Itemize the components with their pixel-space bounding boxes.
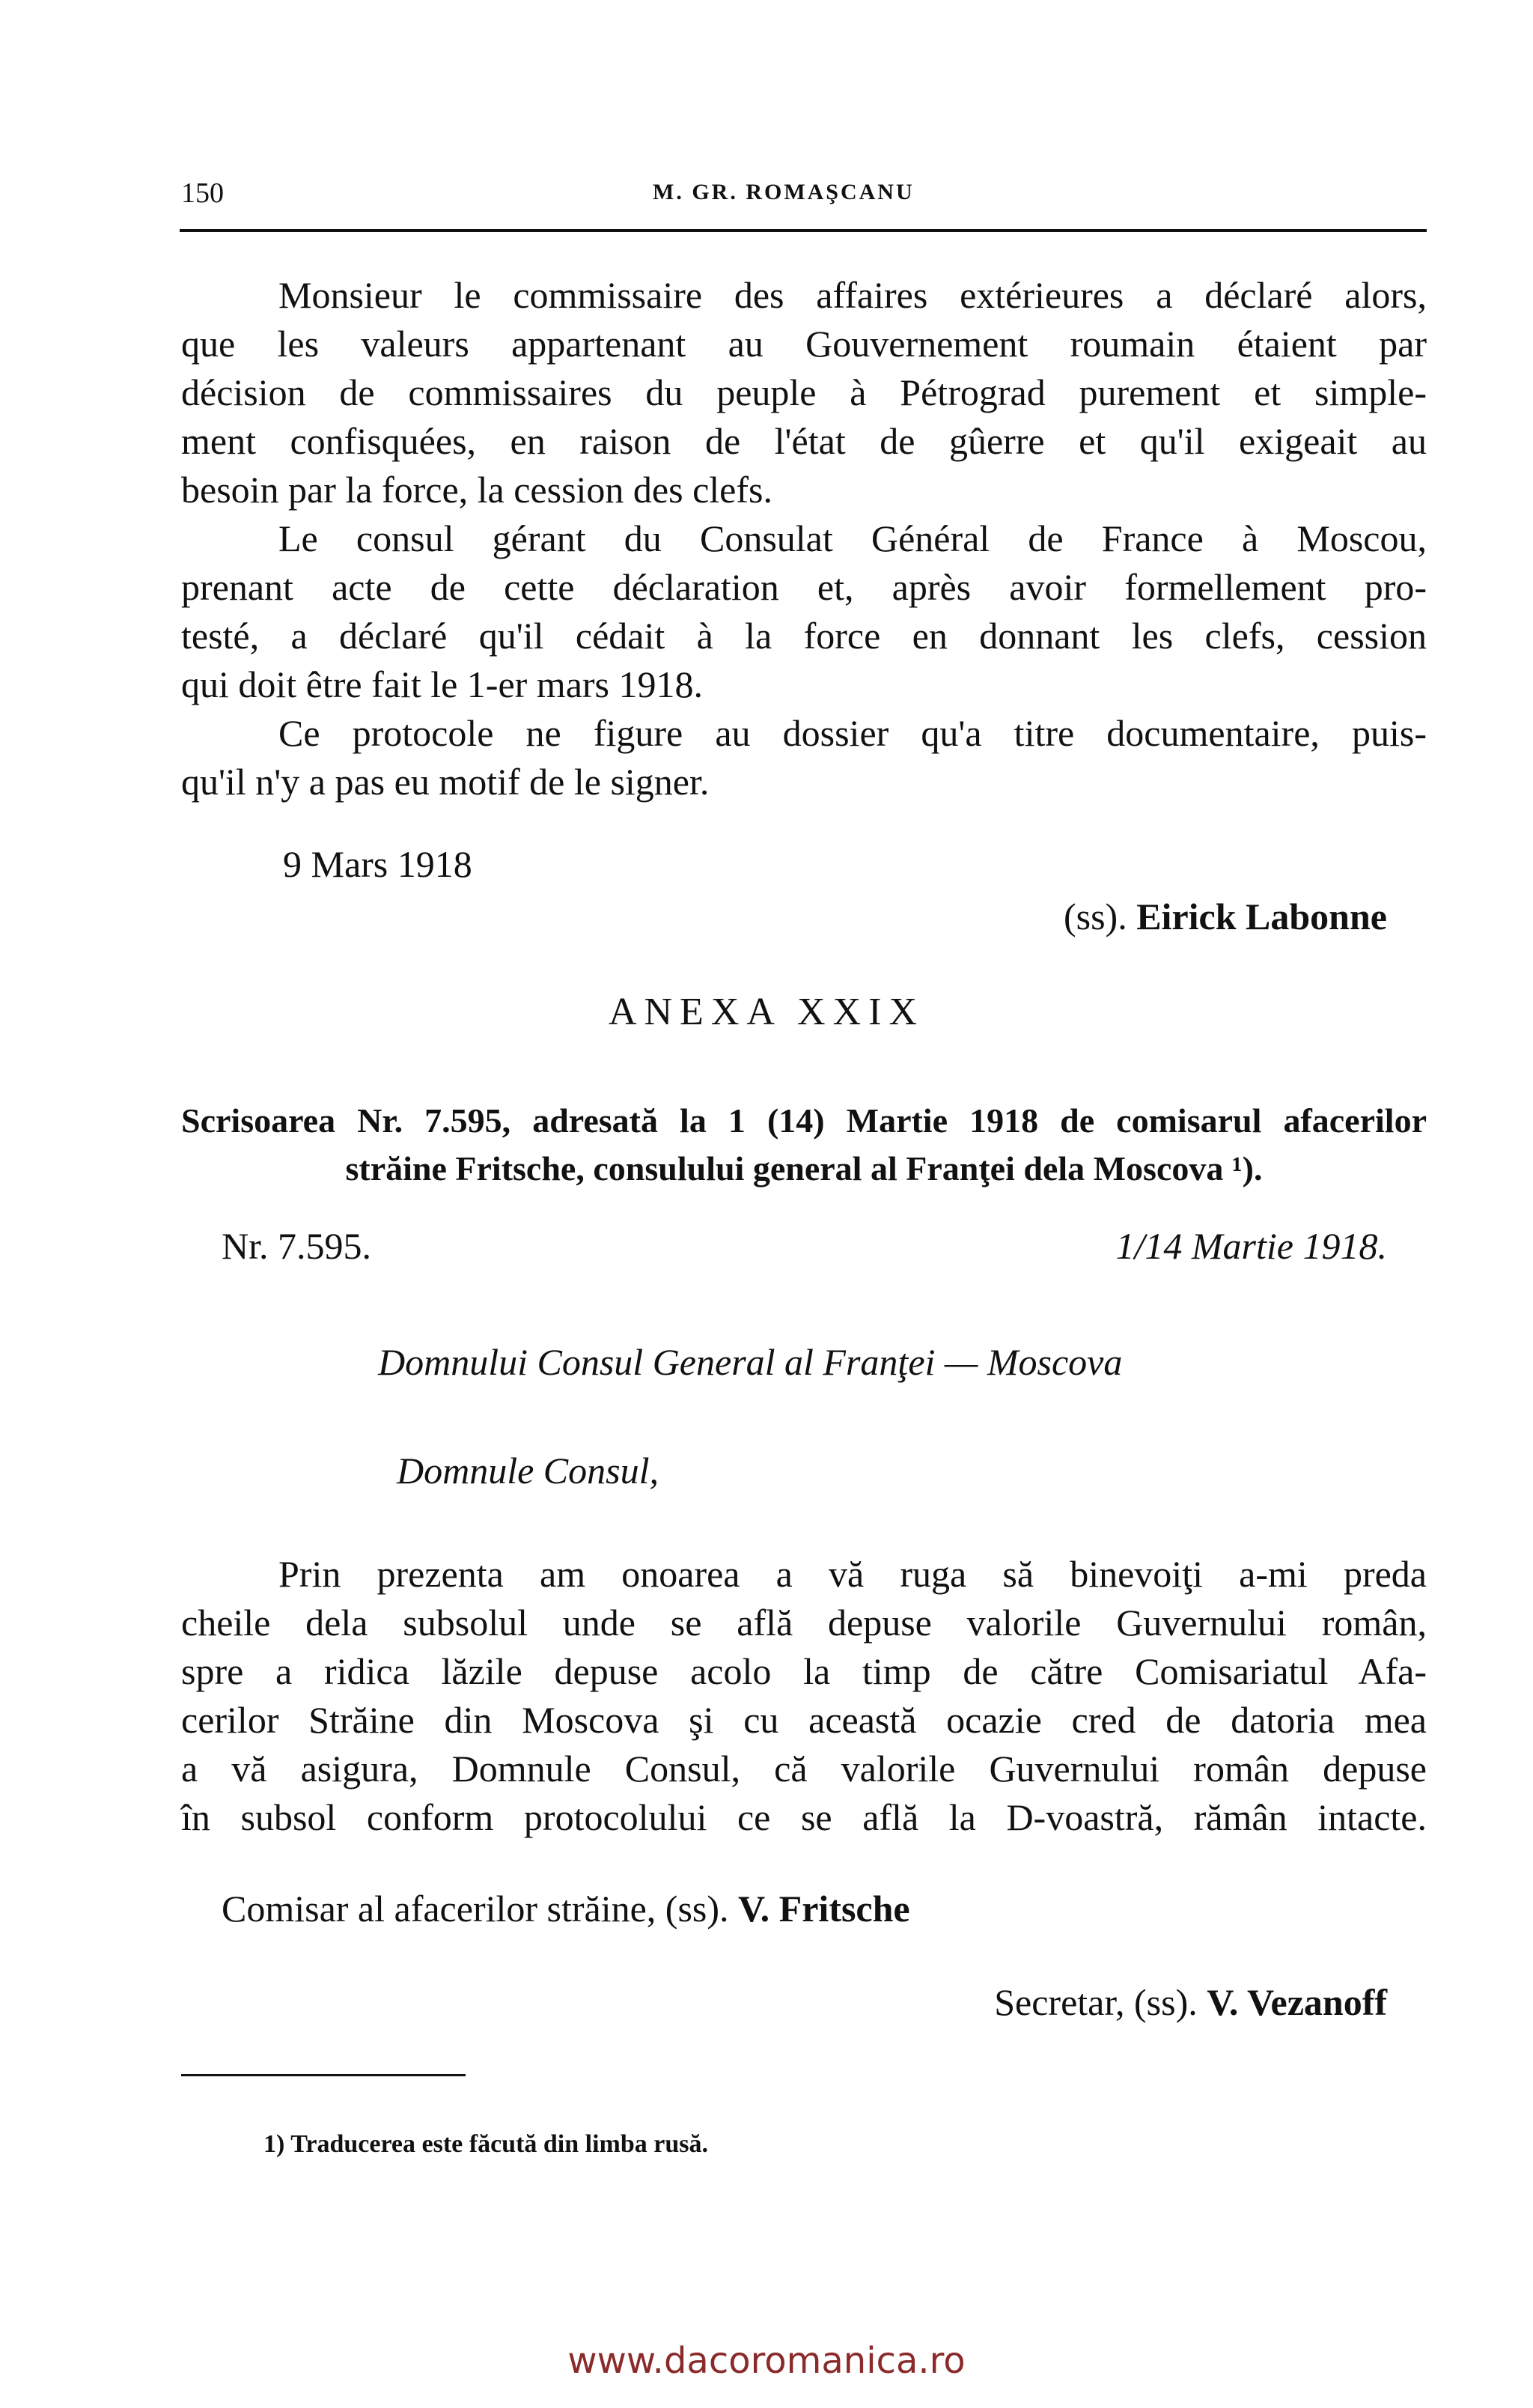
signer-name: V. Fritsche [738,1888,910,1930]
letter-number: Nr. 7.595. [222,1225,371,1267]
text-line: Monsieur le commissaire des affaires extérieures a déclaré alors, [278,274,1427,316]
letter-salutation: Domnule Consul, [397,1450,659,1492]
signature-labonne [1064,895,1387,938]
source-url[interactable]: www.dacoromanica.ro [567,2340,966,2382]
letter-body [181,1550,1427,1842]
signer-name: V. Vezanoff [1207,1981,1387,2023]
text-line: ment confisquées, en raison de l'état de gûerre et qu'il exigeait au [181,420,1427,462]
signer-prefix: Comisar al afacerilor străine, (ss). [222,1888,729,1930]
text-line: que les valeurs appartenant au Gouvernement roumain étaient par [181,323,1427,365]
heading-line: Scrisoarea Nr. 7.595, adresată la 1 (14) Martie 1918 de comisarul afacerilor [181,1101,1427,1140]
letter-date: 1/14 Martie 1918. [1115,1225,1387,1267]
heading-line: străine Fritsche, consulului general al Franţei dela Moscova ¹). [345,1149,1263,1188]
paragraph-2 [181,514,1427,709]
footnote-rule [181,2074,466,2076]
text-line: Le consul gérant du Consulat Général de France à Moscou, [278,517,1427,559]
signer-fritsche [222,1887,910,1930]
text-line: décision de commissaires du peuple à Pétrograd purement et simple- [181,371,1427,413]
text-line: a vă asigura, Domnule Consul, că valorile Guvernului român depuse [181,1748,1427,1790]
date-line: 9 Mars 1918 [283,843,472,885]
text-line: testé, a déclaré qu'il cédait à la force en donnant les clefs, cession [181,615,1427,657]
letter-addressee: Domnului Consul General al Franţei — Moscova [378,1341,1123,1383]
signature-prefix: (ss). [1063,896,1127,937]
text-line: prenant acte de cette déclaration et, après avoir formellement pro- [181,566,1427,608]
annex-heading [181,1097,1427,1193]
running-title: M. GR. ROMAŞCANU [653,180,915,204]
paragraph-3 [181,709,1427,806]
text-line: cheile dela subsolul unde se află depuse valorile Guvernului român, [181,1602,1427,1644]
header-rule [180,229,1427,232]
text-line: spre a ridica lăzile depuse acolo la timp de către Comisariatul Afa- [181,1650,1427,1692]
signature-name: Eirick Labonne [1136,896,1387,937]
text-line: cerilor Străine din Moscova şi cu această ocazie cred de datoria mea [181,1699,1427,1741]
text-line: qui doit être fait le 1-er mars 1918. [181,663,703,705]
text-line: besoin par la force, la cession des clefs. [181,469,772,511]
text-line: Ce protocole ne figure au dossier qu'a titre documentaire, puis- [278,712,1427,754]
text-line: qu'il n'y a pas eu motif de le signer. [181,761,710,803]
text-line: Prin prezenta am onoarea a vă ruga să binevoiţi a-mi preda [278,1553,1427,1595]
signer-prefix: Secretar, (ss). [994,1981,1198,2023]
signer-vezanoff [994,1980,1387,2024]
footnote: 1) Traducerea este făcută din limba rusă. [263,2130,709,2158]
paragraph-1 [181,271,1427,514]
annex-title: ANEXA XXIX [608,991,925,1033]
text-line: în subsol conform protocolului ce se află la D-voastră, rămân intacte. [181,1796,1427,1838]
page-number: 150 [181,177,224,209]
